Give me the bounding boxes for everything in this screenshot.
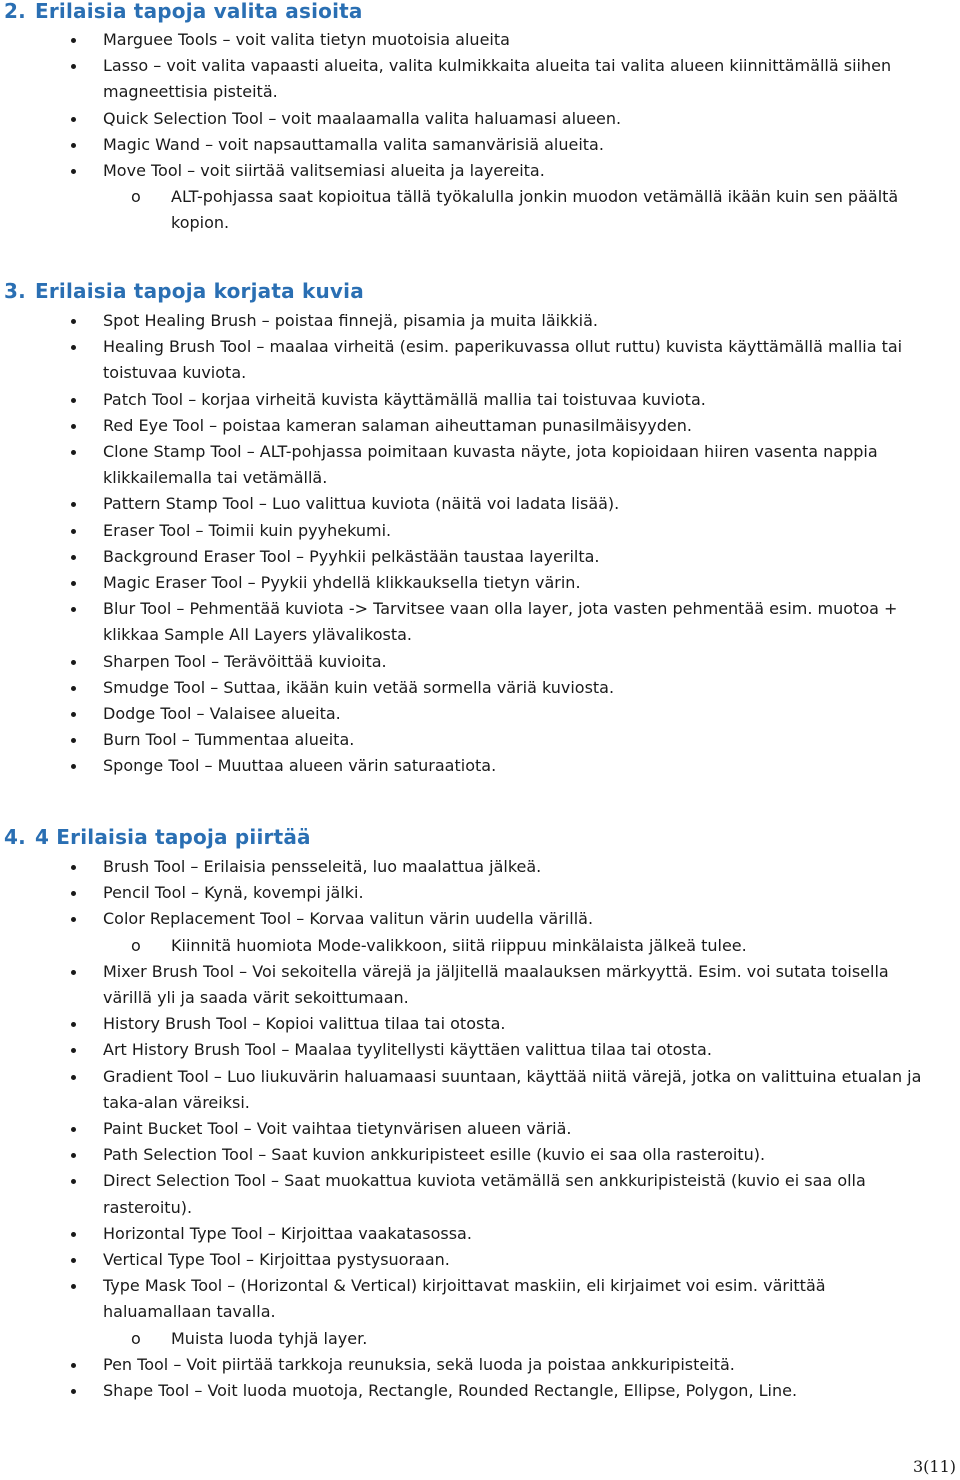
item-text: Pencil Tool – Kynä, kovempi jälki. xyxy=(103,883,364,903)
list-item xyxy=(0,570,960,596)
bullet-icon xyxy=(71,917,76,922)
bullet-icon xyxy=(71,64,76,69)
bullet-icon xyxy=(71,555,76,560)
item-text: Spot Healing Brush – poistaa finnejä, pisamia ja muita läikkiä. xyxy=(103,311,598,330)
list-item xyxy=(0,880,960,906)
bullet-icon xyxy=(71,38,76,43)
list-item xyxy=(0,53,960,105)
list-item xyxy=(0,491,960,517)
list-item xyxy=(0,132,960,158)
list-item xyxy=(0,649,960,675)
list-item xyxy=(0,1352,960,1378)
item-text: Paint Bucket Tool – Voit vaihtaa tietynvärisen alueen väriä. xyxy=(103,1119,572,1139)
bullet-icon xyxy=(71,1022,76,1027)
section-number: 3. xyxy=(4,279,26,303)
item-text: Blur Tool – Pehmentää kuviota -> Tarvitsee vaan olla layer, jota vasten pehmentää esim. muotoa + klikkaa Sample All Layers ylävalikosta. xyxy=(103,599,898,645)
list-item xyxy=(0,1273,960,1325)
bullet-icon xyxy=(71,865,76,870)
item-text: Gradient Tool – Luo liukuvärin haluamaasi suuntaan, käyttää niitä värejä, jotka on valittuina etualan ja taka-alan väreiksi. xyxy=(103,1066,922,1112)
item-text: Pen Tool – Voit piirtää tarkkoja reunuksia, sekä luoda ja poistaa ankkuripisteitä. xyxy=(103,1354,735,1374)
bullet-icon xyxy=(71,1075,76,1080)
list-item xyxy=(0,959,960,1011)
list-item xyxy=(0,158,960,184)
bullet-icon xyxy=(71,1363,76,1368)
item-text: Eraser Tool – Toimii kuin pyyhekumi. xyxy=(103,520,392,540)
bullet-icon xyxy=(71,660,76,665)
section-selection xyxy=(0,0,960,237)
item-text: History Brush Tool – Kopioi valittua tilaa tai otosta. xyxy=(103,1014,506,1034)
list-item xyxy=(0,1064,960,1116)
bullet-icon xyxy=(71,607,76,612)
sub-list-item xyxy=(0,1326,960,1352)
item-text: Burn Tool – Tummentaa alueita. xyxy=(103,730,355,750)
list-item xyxy=(0,1168,960,1220)
item-text: Move Tool – voit siirtää valitsemiasi alueita ja layereita. xyxy=(103,161,545,181)
list-item xyxy=(0,544,960,570)
bullet-icon xyxy=(71,891,76,896)
item-text: Dodge Tool – Valaisee alueita. xyxy=(103,704,341,724)
list-item xyxy=(0,308,960,334)
bullet-icon xyxy=(71,398,76,403)
tool-list xyxy=(0,854,960,1404)
section-title: Erilaisia tapoja valita asioita xyxy=(35,0,363,23)
sub-bullet-marker: o xyxy=(131,187,141,207)
list-item xyxy=(0,1011,960,1037)
sub-bullet-marker: o xyxy=(131,1328,141,1348)
bullet-icon xyxy=(71,1153,76,1158)
bullet-icon xyxy=(71,117,76,122)
bullet-icon xyxy=(71,1258,76,1263)
item-text: Shape Tool – Voit luoda muotoja, Rectangle, Rounded Rectangle, Ellipse, Polygon, Line. xyxy=(103,1381,798,1401)
bullet-icon xyxy=(71,1127,76,1132)
list-item xyxy=(0,906,960,932)
bullet-icon xyxy=(71,345,76,350)
bullet-icon xyxy=(71,529,76,534)
bullet-icon xyxy=(71,712,76,717)
section-heading xyxy=(0,280,960,302)
list-item xyxy=(0,727,960,753)
list-item xyxy=(0,387,960,413)
item-text: Healing Brush Tool – maalaa virheitä (esim. paperikuvassa ollut ruttu) kuvista käyttämällä mallia tai toistuvaa kuviota. xyxy=(103,337,903,383)
list-item xyxy=(0,1142,960,1168)
list-item xyxy=(0,1037,960,1063)
item-text: Path Selection Tool – Saat kuvion ankkuripisteet esille (kuvio ei saa olla rasteroitu). xyxy=(103,1145,766,1165)
item-text: Type Mask Tool – (Horizontal & Vertical) kirjoittavat maskiin, eli kirjaimet voi esim. värittää haluamallaan tavalla. xyxy=(103,1276,826,1322)
bullet-icon xyxy=(71,450,76,455)
item-text: Sponge Tool – Muuttaa alueen värin saturaatiota. xyxy=(103,756,497,776)
item-text: Brush Tool – Erilaisia pensseleitä, luo maalattua jälkeä. xyxy=(103,857,542,876)
bullet-icon xyxy=(71,686,76,691)
item-text: Direct Selection Tool – Saat muokattua kuviota vetämällä sen ankkuripisteistä (kuvio ei saa olla rasteroitu). xyxy=(103,1171,866,1217)
item-text: Lasso – voit valita vapaasti alueita, valita kulmikkaita alueita tai valita alueen kiinnittämällä siihen magneettisia pisteitä. xyxy=(103,56,892,102)
bullet-icon xyxy=(71,1284,76,1289)
bullet-icon xyxy=(71,169,76,174)
list-item xyxy=(0,27,960,53)
bullet-icon xyxy=(71,143,76,148)
list-item xyxy=(0,334,960,386)
item-text: Red Eye Tool – poistaa kameran salaman aiheuttaman punasilmäisyyden. xyxy=(103,415,692,435)
item-text: Patch Tool – korjaa virheitä kuvista käyttämällä mallia tai toistuvaa kuviota. xyxy=(103,389,706,409)
bullet-icon xyxy=(71,1232,76,1237)
sub-list-item xyxy=(0,184,960,236)
section-title: 4 Erilaisia tapoja piirtää xyxy=(35,825,311,849)
section-number: 4. xyxy=(4,825,26,849)
item-text: Horizontal Type Tool – Kirjoittaa vaakatasossa. xyxy=(103,1223,472,1243)
sub-bullet-marker: o xyxy=(131,935,141,955)
bullet-icon xyxy=(71,424,76,429)
item-text: Quick Selection Tool – voit maalaamalla valita haluamasi alueen. xyxy=(103,108,622,128)
list-item xyxy=(0,596,960,648)
list-item xyxy=(0,1378,960,1404)
tool-list xyxy=(0,27,960,237)
bullet-icon xyxy=(71,581,76,586)
list-item xyxy=(0,106,960,132)
bullet-icon xyxy=(71,1179,76,1184)
list-item xyxy=(0,1247,960,1273)
section-title: Erilaisia tapoja korjata kuvia xyxy=(35,279,364,303)
section-heading xyxy=(0,826,960,848)
item-text: Background Eraser Tool – Pyyhkii pelkästään taustaa layerilta. xyxy=(103,546,600,566)
bullet-icon xyxy=(71,319,76,324)
item-text: Pattern Stamp Tool – Luo valittua kuviota (näitä voi ladata lisää). xyxy=(103,494,620,514)
item-text: Smudge Tool – Suttaa, ikään kuin vetää sormella väriä kuviosta. xyxy=(103,677,615,697)
list-item xyxy=(0,1221,960,1247)
list-item xyxy=(0,518,960,544)
section-drawing xyxy=(0,826,960,1404)
bullet-icon xyxy=(71,1389,76,1394)
item-text: Art History Brush Tool – Maalaa tyylitellysti käyttäen valittua tilaa tai otosta. xyxy=(103,1040,712,1060)
list-item xyxy=(0,675,960,701)
list-item xyxy=(0,753,960,779)
item-text: Mixer Brush Tool – Voi sekoitella värejä ja jäljitellä maalauksen märkyyttä. Esim. voi sutata toisella värillä yli ja saada värit sekoittumaan. xyxy=(103,961,889,1008)
bullet-icon xyxy=(71,738,76,743)
item-text: Vertical Type Tool – Kirjoittaa pystysuoraan. xyxy=(103,1250,450,1270)
bullet-icon xyxy=(71,764,76,769)
list-item xyxy=(0,1116,960,1142)
sub-item-text: Muista luoda tyhjä layer. xyxy=(171,1328,368,1348)
list-item xyxy=(0,413,960,439)
section-heading xyxy=(0,0,960,22)
item-text: Color Replacement Tool – Korvaa valitun värin uudella värillä. xyxy=(103,909,594,929)
bullet-icon xyxy=(71,970,76,975)
list-item xyxy=(0,854,960,880)
section-correction xyxy=(0,280,960,780)
item-text: Marguee Tools – voit valita tietyn muotoisia alueita xyxy=(103,30,510,49)
sub-item-text: Kiinnitä huomiota Mode-valikkoon, siitä riippuu minkälaista jälkeä tulee. xyxy=(171,935,747,955)
item-text: Magic Wand – voit napsauttamalla valita samanvärisiä alueita. xyxy=(103,134,604,154)
sub-item-text: ALT-pohjassa saat kopioitua tällä työkalulla jonkin muodon vetämällä ikään kuin sen päältä kopion. xyxy=(171,187,899,233)
list-item xyxy=(0,701,960,727)
sub-list-item xyxy=(0,933,960,959)
bullet-icon xyxy=(71,1048,76,1053)
list-item xyxy=(0,439,960,491)
tool-list xyxy=(0,308,960,780)
item-text: Sharpen Tool – Terävöittää kuvioita. xyxy=(103,651,387,671)
bullet-icon xyxy=(71,502,76,507)
page-number: 3(11) xyxy=(912,1457,956,1476)
item-text: Clone Stamp Tool – ALT-pohjassa poimitaan kuvasta näyte, jota kopioidaan hiiren vasenta nappia klikkailemalla tai vetämällä. xyxy=(103,442,878,488)
section-number: 2. xyxy=(4,0,26,23)
item-text: Magic Eraser Tool – Pyykii yhdellä klikkauksella tietyn värin. xyxy=(103,573,581,593)
